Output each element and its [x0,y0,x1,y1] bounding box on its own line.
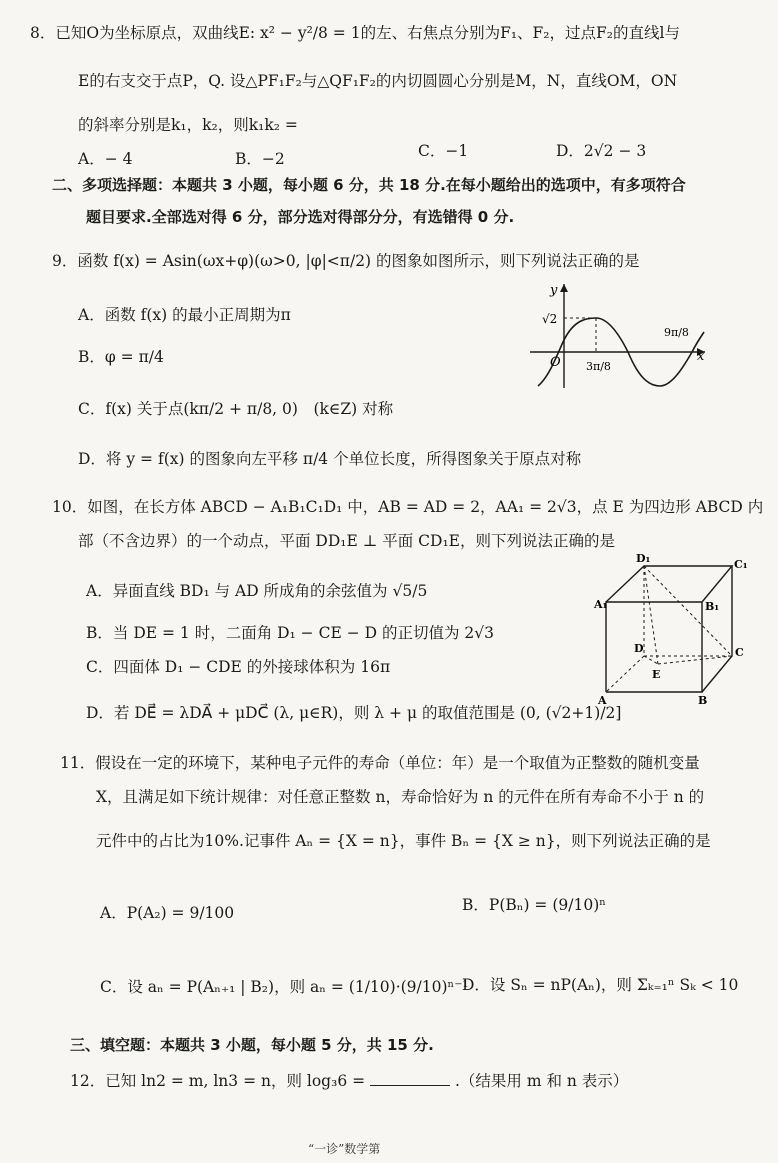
q9-stem: 9．函数 f(x) = Asin(ωx+φ)(ω>0, |φ|<π/2) 的图象如图所示，则下列说法正确的是 [52,252,640,270]
x1-label: 3π/8 [586,360,611,373]
q10-line1: 10．如图，在长方体 ABCD − A₁B₁C₁D₁ 中，AB = AD = 2，AA₁ = 2√3，点 E 为四边形 ABCD 内 [52,498,764,516]
q11-option-b: B．P(Bₙ) = (9/10)ⁿ [462,896,606,914]
q11-option-d: D．设 Sₙ = nP(Aₙ)，则 Σₖ₌₁ⁿ Sₖ < 10 [462,976,739,994]
label-e: E [652,668,661,681]
q8-option-d: D．2√2 − 3 [556,142,647,160]
q9-option-b: B．φ = π/4 [78,348,164,366]
d-e-line [644,656,658,664]
top-face [606,566,732,602]
label-d1: D₁ [636,552,651,565]
origin-label: O [550,355,561,370]
x-axis-label: x [697,349,705,364]
q8-option-b: B．−2 [235,150,285,168]
section3-heading: 三、填空题：本题共 3 小题，每小题 5 分，共 15 分. [70,1036,434,1054]
x2-label: 9π/8 [664,326,689,339]
q9-option-c: C．f(x) 关于点(kπ/2 + π/8, 0) (k∈Z) 对称 [78,400,394,418]
q8-line2: E的右支交于点P，Q. 设△PF₁F₂与△QF₁F₂的内切圆圆心分别是M，N，直线OM，ON [78,72,678,90]
q10-option-b: B．当 DE = 1 时，二面角 D₁ − CE − D 的正切值为 2√3 [86,624,494,642]
label-d: D [634,642,644,655]
hidden-edge-da [606,656,644,692]
q12-answer-blank[interactable] [370,1071,450,1086]
label-c: C [735,646,744,659]
q8-line1: 8．已知O为坐标原点，双曲线E: x² − y²/8 = 1的左、右焦点分别为F₁、F₂，过点F₂的直线l与 [30,24,680,42]
q9-sine-graph [530,280,710,392]
section2-heading-line1: 二、多项选择题：本题共 3 小题，每小题 6 分，共 18 分.在每小题给出的选项中，有多项符合 [52,176,686,194]
q10-option-a: A．异面直线 BD₁ 与 AD 所成角的余弦值为 √5/5 [86,582,428,600]
q9-option-a: A．函数 f(x) 的最小正周期为π [78,306,291,324]
label-a: A [598,694,607,707]
q11-option-c: C．设 aₙ = P(Aₙ₊₁ | B₂)，则 aₙ = (1/10)·(9/10)ⁿ⁻¹ [100,978,469,996]
q11-line3: 元件中的占比为10%.记事件 Aₙ = {X = n}，事件 Bₙ = {X ≥ n}，则下列说法正确的是 [96,832,711,850]
q10-option-d: D．若 DE⃗ = λDA⃗ + μDC⃗ (λ, μ∈R)，则 λ + μ 的取值范围是 (0, (√2+1)/2] [86,704,622,722]
page-footer: “一诊”数学第 [308,1142,381,1156]
d1-e-line [644,566,658,664]
label-c1: C₁ [734,558,748,571]
y-axis-arrow-icon [560,284,568,292]
max-label: √2 [542,312,558,326]
q11-line1: 11．假设在一定的环境下，某种电子元件的寿命（单位：年）是一个取值为正整数的随机变量 [60,754,700,772]
q10-line2: 部（不含边界）的一个动点，平面 DD₁E ⊥ 平面 CD₁E，则下列说法正确的是 [78,532,615,550]
label-b: B [698,694,708,707]
q12-line [70,1070,628,1092]
section2-heading-line2: 题目要求.全部选对得 6 分，部分选对得部分分，有选错得 0 分. [86,208,515,226]
e-c-line [658,656,732,664]
q12-stem: 12．已知 ln2 = m, ln3 = n，则 log₃6 = [70,1072,366,1090]
q8-option-c: C．−1 [418,142,469,160]
q9-option-d: D．将 y = f(x) 的图象向左平移 π/4 个单位长度，所得图象关于原点对称 [78,450,582,468]
label-a1: A₁ [594,598,608,611]
y-axis-label: y [550,283,558,298]
q11-option-a: A．P(A₂) = 9/100 [100,904,235,922]
q8-option-a: A．− 4 [78,150,133,168]
q8-line3: 的斜率分别是k₁，k₂，则k₁k₂ = [78,116,298,134]
q11-line2: X，且满足如下统计规律：对任意正整数 n，寿命恰好为 n 的元件在所有寿命不小于 n 的 [96,788,705,806]
label-b1: B₁ [705,600,720,613]
q10-option-c: C．四面体 D₁ − CDE 的外接球体积为 16π [86,658,391,676]
q10-cuboid-figure [592,552,772,708]
q12-tail: .（结果用 m 和 n 表示） [454,1072,629,1090]
